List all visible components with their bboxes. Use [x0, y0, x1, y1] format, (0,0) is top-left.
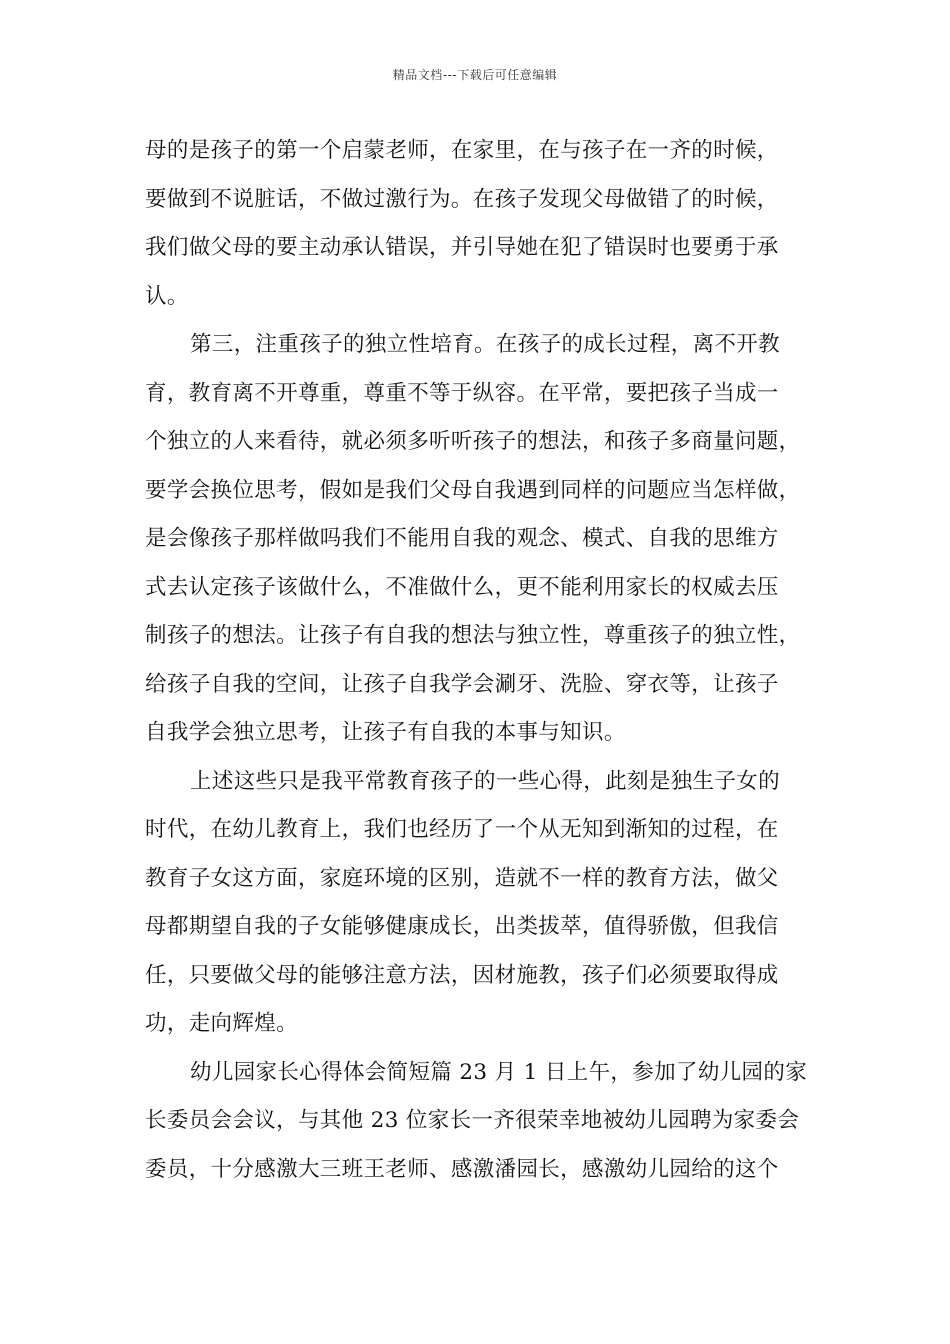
text-line: 自我学会独立思考，让孩子有自我的本事与知识。: [145, 720, 626, 745]
text-line: 功，走向辉煌。: [145, 1011, 298, 1036]
text-line: 长委员会会议，与其他 23 位家长一齐很荣幸地被幼儿园聘为家委会: [145, 1108, 800, 1133]
text-line: 时代，在幼儿教育上，我们也经历了一个从无知到渐知的过程，在: [145, 817, 779, 842]
text-line: 认。: [145, 283, 189, 309]
text-line: 母都期望自我的子女能够健康成长，出类拔萃，值得骄傲，但我信: [145, 914, 779, 939]
text-line: 育，教育离不开尊重，尊重不等于纵容。在平常，要把孩子当成一: [145, 380, 779, 406]
text-line: 制孩子的想法。让孩子有自我的想法与独立性，尊重孩子的独立性，: [145, 623, 801, 648]
text-line: 我们做父母的要主动承认错误，并引导她在犯了错误时也要勇于承: [145, 235, 779, 260]
paragraph: [145, 1049, 825, 1195]
text-line: 委员，十分感激大三班王老师、感激潘园长，感激幼儿园给的这个: [145, 1156, 779, 1182]
text-line: 第三，注重孩子的独立性培育。在孩子的成长过程，离不开教: [190, 332, 780, 357]
text-line: 是会像孩子那样做吗我们不能用自我的观念、模式、自我的思维方: [145, 526, 779, 551]
paragraph: [145, 321, 825, 758]
text-line: 要做到不说脏话，不做过激行为。在孩子发现父母做错了的时候，: [145, 186, 779, 212]
text-line: 幼儿园家长心得体会简短篇 23 月 1 日上午，参加了幼儿园的家: [190, 1059, 808, 1085]
paragraph: [145, 758, 825, 1049]
text-line: 要学会换位思考，假如是我们父母自我遇到同样的问题应当怎样做，: [145, 477, 801, 503]
text-line: 个独立的人来看待，就必须多听听孩子的想法，和孩子多商量问题，: [145, 429, 801, 454]
text-line: 给孩子自我的空间，让孩子自我学会涮牙、洗脸、穿衣等，让孩子: [145, 671, 779, 697]
text-line: 上述这些只是我平常教育孩子的一些心得，此刻是独生子女的: [190, 768, 780, 794]
page-header: 精品文档---下载后可任意编辑: [392, 68, 558, 82]
text-line: 任，只要做父母的能够注意方法，因材施教，孩子们必须要取得成: [145, 962, 779, 988]
text-line: 教育子女这方面，家庭环境的区别，造就不一样的教育方法，做父: [145, 865, 779, 891]
text-line: 母的是孩子的第一个启蒙老师，在家里，在与孩子在一齐的时候，: [145, 138, 779, 163]
document-body: [145, 127, 825, 1194]
text-line: 式去认定孩子该做什么，不准做什么，更不能利用家长的权威去压: [145, 574, 779, 600]
paragraph: [145, 127, 825, 321]
